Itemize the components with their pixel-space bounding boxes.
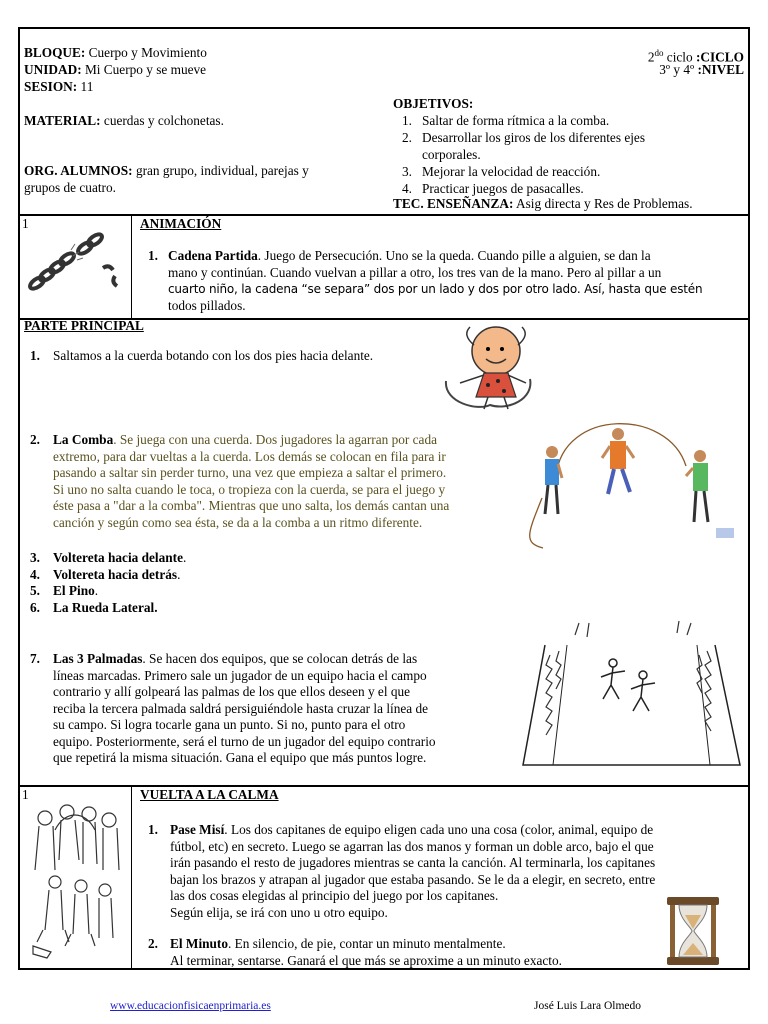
org-value-2: grupos de cuatro. xyxy=(24,180,116,195)
bloque-value: Cuerpo y Movimiento xyxy=(88,45,207,60)
principal-item1-text: Saltamos a la cuerda botando con los dos pies hacia delante. xyxy=(53,348,374,363)
divider-header xyxy=(20,214,748,216)
animacion-cell-num: 1 xyxy=(22,216,29,231)
el-minuto-title: El Minuto xyxy=(170,936,228,951)
objetivos-label: OBJETIVOS: xyxy=(393,96,474,111)
principal-item5-num: 5. xyxy=(30,583,40,598)
children-arch-illustration xyxy=(25,800,125,960)
nivel-label: :NIVEL xyxy=(697,62,744,77)
el-minuto-item: El Minuto. En silencio, de pie, contar un minuto mentalmente. Al terminar, sentarse. Ganará el que más se aproxime a un minuto exacto. xyxy=(170,936,562,968)
tec-value: Asig directa y Res de Problemas. xyxy=(516,196,693,211)
la-comba-title: La Comba xyxy=(53,432,114,447)
ciclo-num: 2 xyxy=(647,49,655,65)
objetivo-2-cont: corporales. xyxy=(421,147,481,162)
pase-misi-title: Pase Misí xyxy=(170,822,225,837)
principal-title: PARTE PRINCIPAL xyxy=(24,318,144,333)
principal-item2-num: 2. xyxy=(30,432,40,447)
unidad-value: Mi Cuerpo y se mueve xyxy=(84,62,207,77)
nivel-value: 3º y 4º xyxy=(659,62,695,77)
tres-palmadas-item: Las 3 Palmadas. Se hacen dos equipos, que se colocan detrás de las líneas marcadas. Primero sale un jugador de un equipo hacia el campo contrario y allí golpeará las palmas de los que ellos deseen y el que reciba la tercera palmada saldrá persiguiéndole hasta cruzar la línea de su campo. Si logra tocarle gana un punto. Si no, punto para el otro equipo. Posteriormente, será el turno de un jugador del equipo contrario que repetirá la misma situación. Gana el equipo que más puntos logre. xyxy=(53,651,436,765)
bloque-line xyxy=(24,45,207,62)
el-pino: El Pino. xyxy=(53,583,99,598)
principal-item6-num: 6. xyxy=(30,600,40,615)
ciclo-sup: do xyxy=(654,48,664,58)
cadena-partida-title: Cadena Partida xyxy=(168,248,258,263)
field-game-illustration xyxy=(515,615,745,775)
material-value: cuerdas y colchonetas. xyxy=(103,113,224,128)
principal-item7-num: 7. xyxy=(30,651,40,666)
animacion-item: Cadena Partida. Juego de Persecución. Uno se la queda. Cuando pille a alguien, se dan la mano y continúan. Cuando vuelvan a pillar a otro, los tres van de la mano. Pero al pillar a un cuarto niño, la cadena “se separa” dos por un lado y dos por otro lado. Así, hasta que estén todos pillados. xyxy=(168,248,703,313)
tec-label: TEC. ENSEÑANZA: xyxy=(393,196,514,211)
footer-author: José Luis Lara Olmedo xyxy=(534,1000,641,1012)
org-value-1: gran grupo, individual, parejas y xyxy=(135,163,309,178)
unidad-line xyxy=(24,62,206,79)
bloque-label: BLOQUE: xyxy=(24,45,86,60)
divider-col-animacion xyxy=(131,215,132,318)
broken-chain-illustration xyxy=(25,228,125,296)
org-line-2 xyxy=(24,180,116,197)
org-label: ORG. ALUMNOS: xyxy=(24,163,133,178)
la-comba-item: La Comba. Se juega con una cuerda. Dos jugadores la agarran por cada extremo, para dar vueltas a la cuerda. Los demás se colocan en fila para ir pasando a saltar sin perder turno, una vez que empieza a saltar el primero. Si uno no salta cuando le toca, o tropieza con la cuerda, se para el juego y éste pasa a "dar a la comba". Mientras que uno salta, los demás cantan una canción y según como sea ésta, se da a la comba a un ritmo diferente. xyxy=(53,432,450,530)
jump-rope-illustration xyxy=(518,418,743,552)
sesion-value: 11 xyxy=(80,79,94,94)
animacion-title: ANIMACIÓN xyxy=(140,216,222,231)
material-label: MATERIAL: xyxy=(24,113,101,128)
animacion-item-num: 1. xyxy=(148,248,158,263)
sesion-label: SESION: xyxy=(24,79,78,94)
voltereta-delante: Voltereta hacia delante. xyxy=(53,550,187,565)
org-line-1 xyxy=(24,163,309,180)
voltereta-detras: Voltereta hacia detrás. xyxy=(53,567,181,582)
unidad-label: UNIDAD: xyxy=(24,62,82,77)
objetivo-1: 1. Saltar de forma rítmica a la comba. xyxy=(402,113,610,128)
divider-col-calma xyxy=(131,786,132,970)
tres-palmadas-title: Las 3 Palmadas xyxy=(53,651,143,666)
material-line xyxy=(24,113,224,130)
sesion-line xyxy=(24,79,93,96)
calma-cell-num: 1 xyxy=(22,787,29,802)
objetivo-4: 4. Practicar juegos de pasacalles. xyxy=(402,181,584,196)
hourglass-icon xyxy=(665,895,721,967)
calma-title: VUELTA A LA CALMA xyxy=(140,787,279,802)
divider-principal xyxy=(20,785,748,787)
principal-item4-num: 4. xyxy=(30,567,40,582)
principal-item3-num: 3. xyxy=(30,550,40,565)
jumping-girl-illustration xyxy=(438,323,538,411)
calma-item2-num: 2. xyxy=(148,936,158,951)
calma-item1-num: 1. xyxy=(148,822,158,837)
tec-line xyxy=(393,196,693,213)
rueda-lateral: La Rueda Lateral. xyxy=(53,600,158,615)
objetivo-2: 2. Desarrollar los giros de los diferentes ejes xyxy=(402,130,646,145)
principal-item1-num: 1. xyxy=(30,348,40,363)
pase-misi-item: Pase Misí. Los dos capitanes de equipo eligen cada uno una cosa (color, animal, equipo de fútbol, etc) en secreto. Luego se agarran las dos manos y forman un doble arco, bajo el que irán pasando el resto de jugadores mientras se canta la canción. Al terminarla, los capitanes bajan los brazos y atrapan al jugador que estaba pasando. Se le da a elegir, en secreto, entre las dos cosas elegidas al principio del juego por los capitanes. Según elija, se irá con uno u otro equipo. xyxy=(170,822,656,920)
nivel-line xyxy=(659,62,744,79)
ciclo-label: :CICLO xyxy=(695,49,744,65)
objetivo-3: 3. Mejorar la velocidad de reacción. xyxy=(402,164,601,179)
footer-link[interactable]: www.educacionfisicaenprimaria.es xyxy=(110,1000,271,1012)
ciclo-word: ciclo xyxy=(666,49,693,65)
